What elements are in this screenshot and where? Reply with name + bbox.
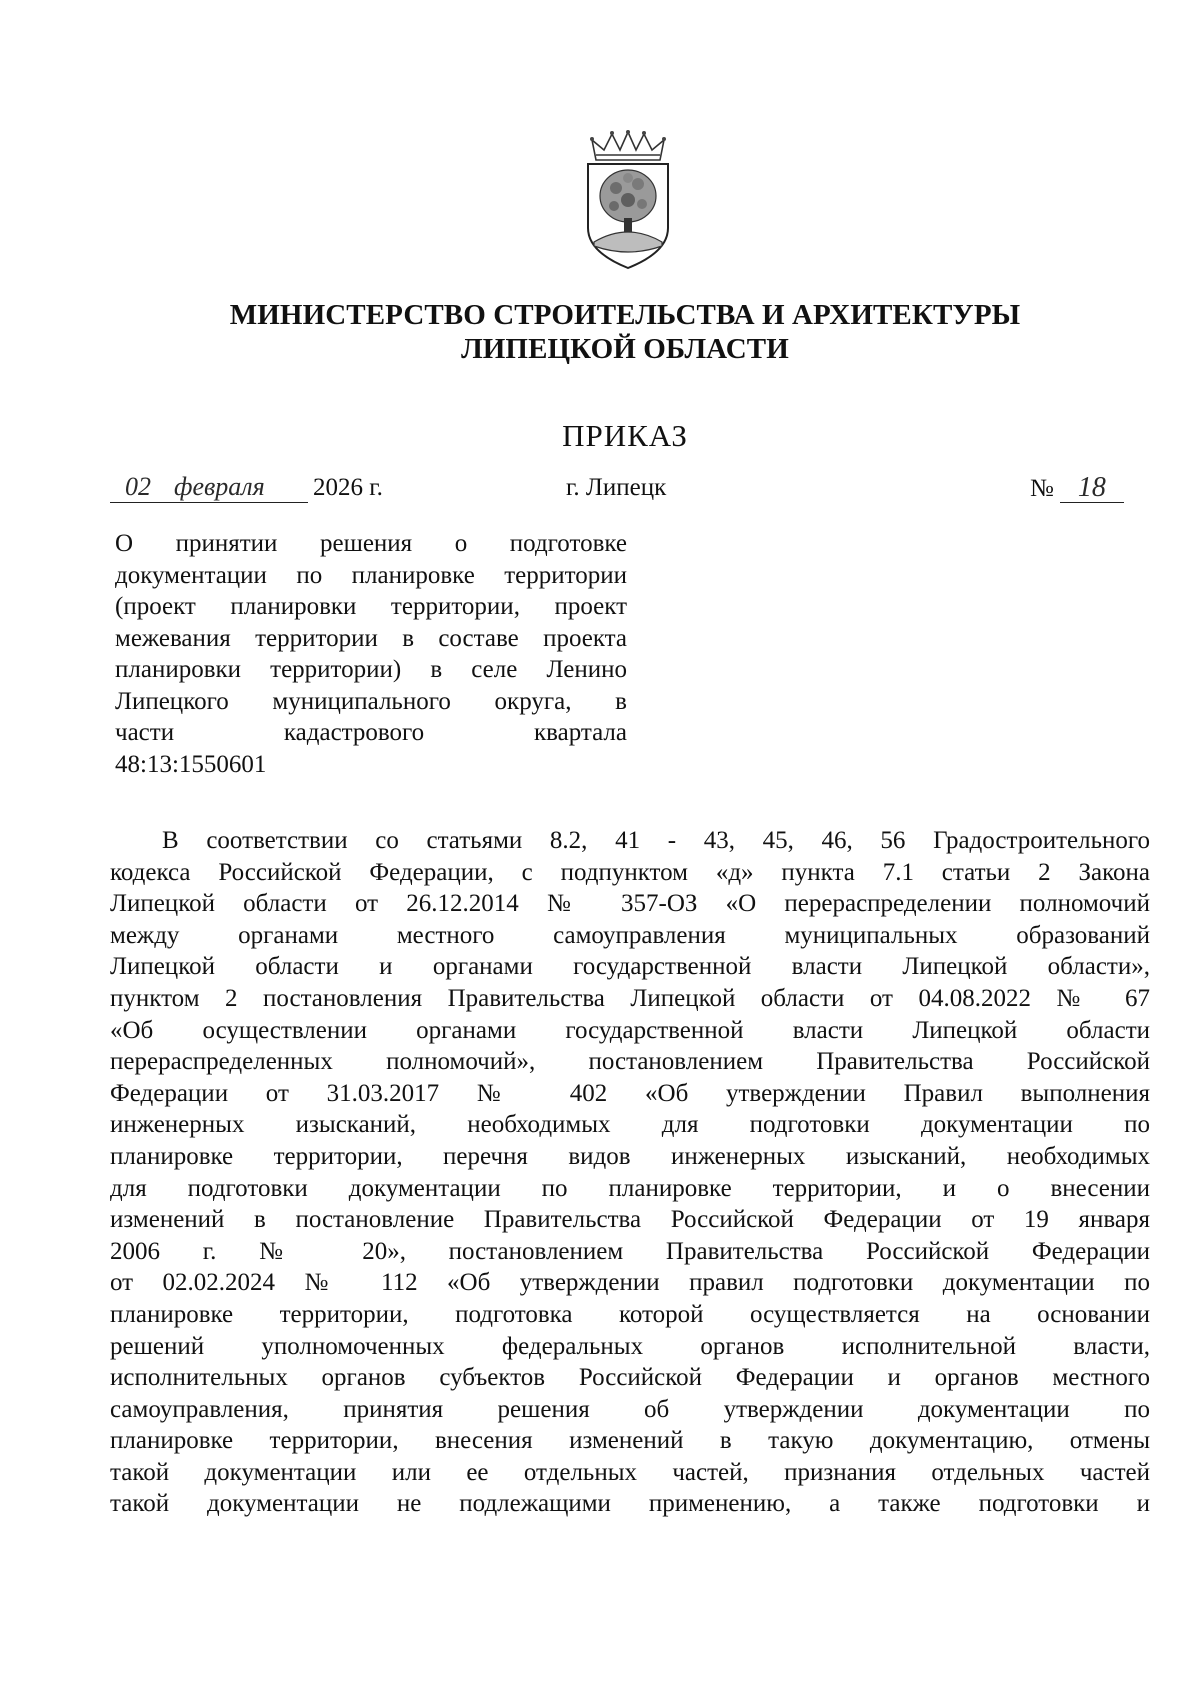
body-line: кодекса Российской Федерации, с подпунктом «д» пункта 7.1 статьи 2 Закона xyxy=(110,858,1150,886)
number-label: № xyxy=(1030,475,1054,502)
ministry-name-line-2: ЛИПЕЦКОЙ ОБЛАСТИ xyxy=(461,333,789,365)
body-line: инженерных изысканий, необходимых для подготовки документации по xyxy=(110,1111,1150,1139)
order-body-text xyxy=(110,825,1150,1520)
subject-line: планировки территории) в селе Ленино xyxy=(115,656,627,683)
body-line: В соответствии со статьями 8.2, 41 - 43, 45, 46, 56 Градостроительного xyxy=(162,827,1150,854)
subject-line: Липецкого муниципального округа, в xyxy=(115,687,627,715)
document-type-title: ПРИКАЗ xyxy=(562,418,688,453)
date-day: 02 xyxy=(125,472,151,501)
date-city-number-line xyxy=(110,472,1130,512)
city-name: г. Липецк xyxy=(566,474,667,501)
date-year: 2026 г. xyxy=(313,474,383,501)
lipetsk-coat-of-arms-icon xyxy=(578,130,678,275)
body-line: Липецкой области и органами государственной власти Липецкой области», xyxy=(110,953,1150,981)
order-number xyxy=(1030,474,1124,503)
subject-line: О принятии решения о подготовке xyxy=(115,530,627,557)
subject-line: части кадастрового квартала xyxy=(115,719,627,746)
body-line: решений уполномоченных федеральных органов исполнительной власти, xyxy=(110,1332,1150,1360)
body-line: изменений в постановление Правительства Российской Федерации от 19 января xyxy=(110,1206,1150,1234)
ministry-name-line-1: МИНИСТЕРСТВО СТРОИТЕЛЬСТВА И АРХИТЕКТУРЫ xyxy=(229,299,1021,331)
date-month: февраля xyxy=(174,472,265,501)
body-line: Федерации от 31.03.2017 № 402 «Об утверждении Правил выполнения xyxy=(110,1079,1150,1107)
body-line: между органами местного самоуправления муниципальных образований xyxy=(110,921,1150,949)
body-line: планировке территории, перечня видов инженерных изысканий, необходимых xyxy=(110,1142,1150,1170)
body-line: такой документации не подлежащими применению, а также подготовки и xyxy=(110,1490,1150,1518)
body-line: 2006 г. № 20», постановлением Правительства Российской Федерации xyxy=(110,1237,1150,1265)
body-line: перераспределенных полномочий», постановлением Правительства Российской xyxy=(110,1048,1150,1076)
body-line: такой документации или ее отдельных частей, признания отдельных частей xyxy=(110,1458,1150,1486)
subject-line: документации по планировке территории xyxy=(115,561,627,589)
body-line: «Об осуществлении органами государственной власти Липецкой области xyxy=(110,1016,1150,1044)
ministry-header xyxy=(0,298,1200,366)
subject-line: (проект планировки территории, проект xyxy=(115,593,627,620)
body-line: для подготовки документации по планировке территории, и о внесении xyxy=(110,1174,1150,1202)
body-line: планировке территории, подготовка которой осуществляется на основании xyxy=(110,1300,1150,1328)
body-line: от 02.02.2024 № 112 «Об утверждении правил подготовки документации по xyxy=(110,1269,1150,1297)
handwritten-date xyxy=(110,472,308,503)
body-line: самоуправления, принятия решения об утверждении документации по xyxy=(110,1395,1150,1423)
subject-line: межевания территории в составе проекта xyxy=(115,624,627,652)
order-subject xyxy=(115,528,627,780)
body-line: пунктом 2 постановления Правительства Липецкой области от 04.08.2022 № 67 xyxy=(110,984,1150,1012)
body-line: планировке территории, внесения изменений в такую документацию, отмены xyxy=(110,1427,1150,1455)
body-line: Липецкой области от 26.12.2014 № 357-ОЗ «О перераспределении полномочий xyxy=(110,890,1150,918)
body-line: исполнительных органов субъектов Российской Федерации и органов местного xyxy=(110,1364,1150,1392)
subject-line: 48:13:1550601 xyxy=(115,750,267,778)
handwritten-number: 18 xyxy=(1060,474,1124,503)
